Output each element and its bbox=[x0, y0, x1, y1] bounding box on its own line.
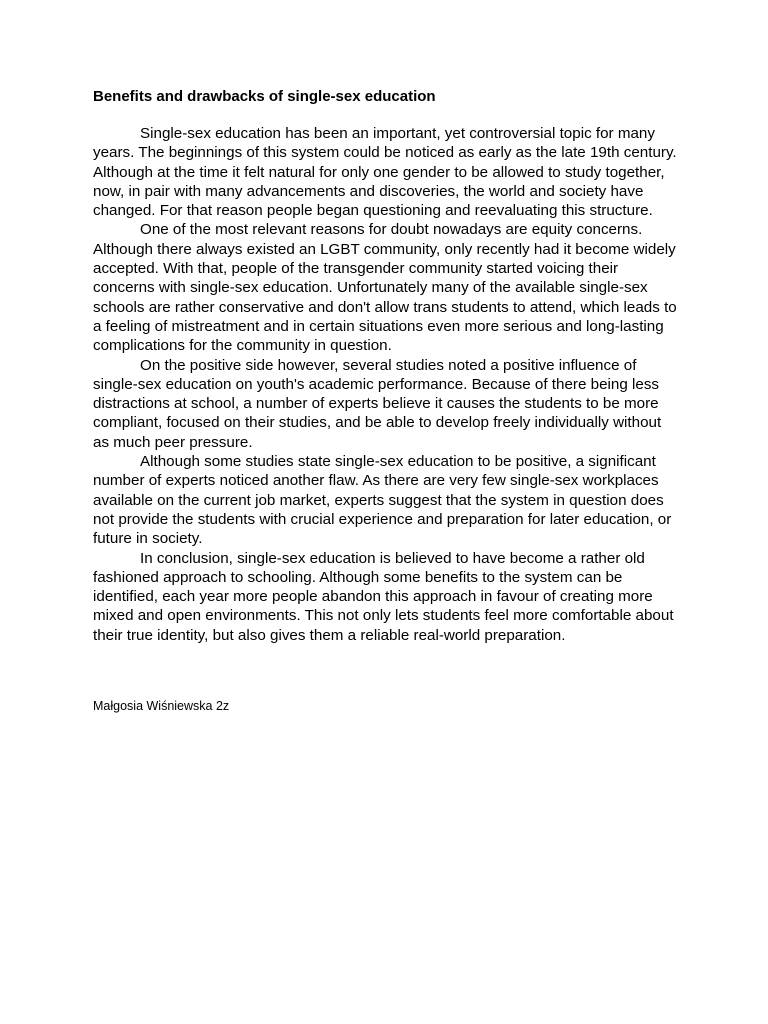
essay-body bbox=[93, 124, 677, 645]
essay-paragraph-5: In conclusion, single-sex education is believed to have become a rather old fashioned approach to schooling. Although some benefits to the system can be identified, each year more people abandon this approach in favour of creating more mixed and open environments. This not only lets students feel more comfortable about their true identity, but also gives them a reliable real-world preparation. bbox=[93, 549, 674, 644]
essay-paragraph-2: One of the most relevant reasons for doubt nowadays are equity concerns. Although there always existed an LGBT community, only recently had it become widely accepted. With that, people of the transgender community started voicing their concerns with single-sex education. Unfortunately many of the available single-sex schools are rather conservative and don't allow trans students to attend, which leads to a feeling of mistreatment and in certain situations even more serious and long-lasting complications for the community in question. bbox=[93, 221, 677, 355]
essay-paragraph-3: On the positive side however, several studies noted a positive influence of single-sex education on youth's academic performance. Because of there being less distractions at school, a number of experts believe it causes the students to be more compliant, focused on their studies, and be able to develop freely individually without as much peer pressure. bbox=[93, 356, 662, 451]
author-signature: Małgosia Wiśniewska 2z bbox=[93, 699, 230, 713]
document-title: Benefits and drawbacks of single-sex education bbox=[93, 88, 436, 105]
essay-paragraph-1: Single-sex education has been an important, yet controversial topic for many years. The beginnings of this system could be noticed as early as the late 19th century. Although at the time it felt natural for only one gender to be allowed to study together, now, in pair with many advancements and discoveries, the world and society have changed. For that reason people began questioning and reevaluating this structure. bbox=[93, 125, 677, 220]
essay-paragraph-4: Although some studies state single-sex education to be positive, a significant number of experts noticed another flaw. As there are very few single-sex workplaces available on the current job market, experts suggest that the system in question does not provide the students with crucial experience and preparation for later education, or future in society. bbox=[93, 453, 672, 548]
